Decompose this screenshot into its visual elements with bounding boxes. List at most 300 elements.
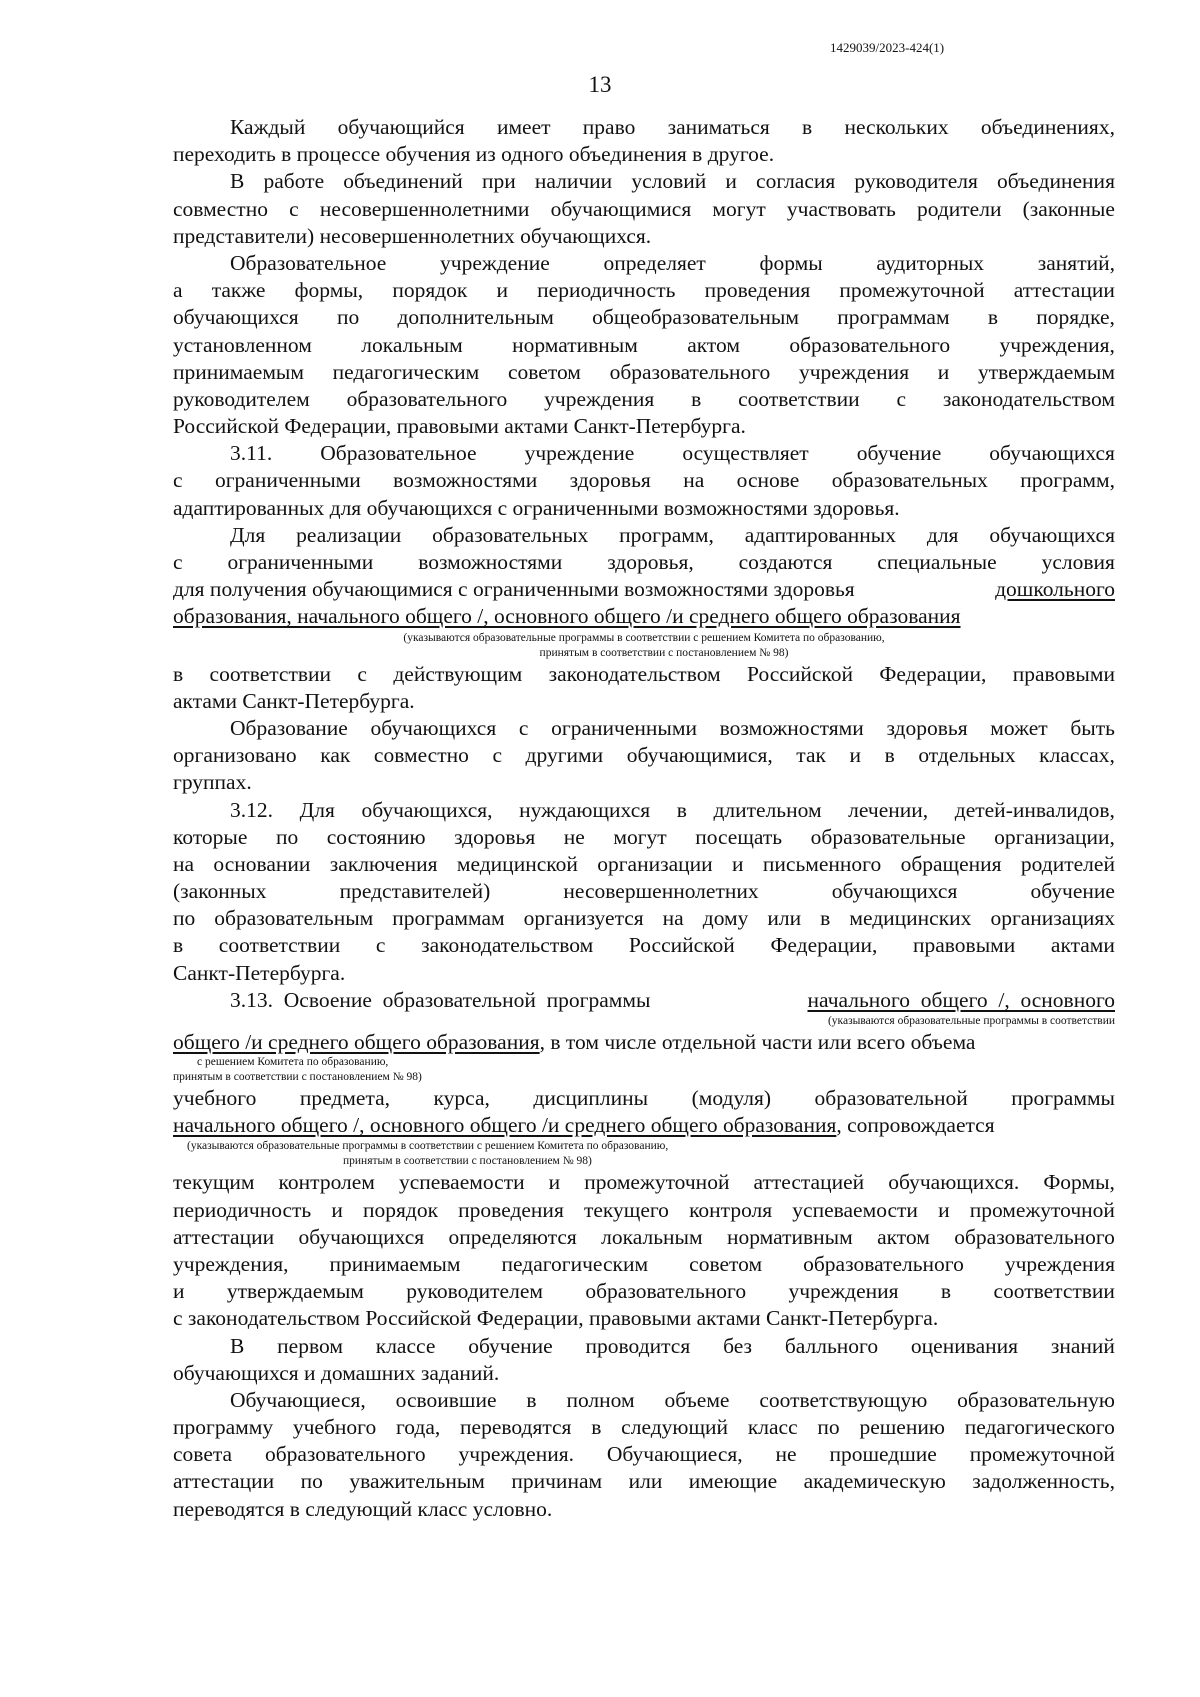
- document-id: 1429039/2023-424(1): [830, 40, 945, 55]
- word: на: [662, 906, 684, 931]
- word: и: [173, 1279, 185, 1304]
- word: не: [775, 1442, 797, 1467]
- word: аттестации: [173, 1469, 275, 1494]
- word: проведения: [704, 278, 811, 303]
- word: соответствии: [218, 933, 341, 958]
- word: Образовательное: [320, 441, 477, 466]
- word: по: [336, 305, 360, 330]
- word: а: [173, 278, 183, 303]
- text-line: [173, 168, 1115, 195]
- word: советом: [507, 359, 581, 384]
- text-line: [173, 769, 1115, 796]
- footnote-hint: (указываются образовательные программы в соответствии с решением Комитета по образованию,: [403, 631, 885, 644]
- word: классах,: [1039, 743, 1115, 768]
- word: Для: [230, 522, 266, 547]
- word: участвовать: [786, 196, 896, 221]
- word: в: [691, 386, 702, 411]
- word: причинам: [511, 1469, 603, 1494]
- word: имеет: [496, 115, 551, 139]
- word: порядке,: [1036, 305, 1115, 330]
- text-run: представители) несовершеннолетних обучающихся.: [173, 223, 652, 248]
- word: и: [849, 743, 862, 768]
- word: обучение: [856, 441, 942, 466]
- word: переводятся: [460, 1415, 572, 1440]
- text-line: [173, 1278, 1115, 1305]
- word: образовательного: [585, 1279, 747, 1304]
- word: педагогического: [964, 1415, 1115, 1440]
- word: советом: [689, 1251, 763, 1276]
- word: текущим: [173, 1170, 255, 1195]
- word: в: [802, 115, 813, 139]
- word: успеваемости: [792, 1197, 918, 1222]
- word: создаются: [738, 550, 833, 574]
- text-line: [173, 851, 1115, 878]
- text-line: [173, 277, 1115, 304]
- word: определяет: [603, 250, 706, 275]
- text-line: [173, 386, 1115, 413]
- word: Для: [299, 797, 335, 822]
- word: нескольких: [844, 115, 949, 139]
- text-run: 3.13. Освоение образовательной программы: [230, 987, 662, 1012]
- word: здоровья: [886, 715, 968, 740]
- word: актами: [1050, 933, 1115, 958]
- word: с: [492, 743, 502, 768]
- word: формы: [759, 250, 823, 275]
- text-run: , сопровождается: [836, 1113, 995, 1138]
- word: ограниченными: [551, 715, 697, 740]
- word: здоровья: [454, 824, 536, 849]
- word: года,: [395, 1415, 441, 1440]
- word: и: [548, 1170, 561, 1195]
- word: представителей): [339, 879, 491, 904]
- word: программы: [1011, 1086, 1115, 1110]
- word: и: [496, 278, 509, 303]
- word: не: [563, 824, 585, 849]
- text-line: [173, 1251, 1115, 1278]
- word: обучающихся,: [361, 797, 493, 822]
- word: детей-инвалидов,: [954, 797, 1115, 822]
- text-line: [173, 1085, 1115, 1112]
- text-run: актами Санкт-Петербурга.: [173, 688, 415, 713]
- word: возможностями: [719, 715, 864, 740]
- word: условий: [631, 169, 707, 194]
- text-line: [173, 1360, 1115, 1387]
- footnote-hint: (указываются образовательные программы в соответствии: [827, 1015, 1115, 1027]
- word: установленном: [173, 332, 312, 357]
- word: объеме: [664, 1387, 730, 1412]
- word: Обучающиеся,: [230, 1387, 366, 1412]
- underlined-program-name: образования, начального общего /, основного общего /и среднего общего образования: [173, 604, 961, 629]
- word: медицинской: [456, 851, 578, 876]
- word: задолженность,: [972, 1469, 1115, 1494]
- word: здоровья,: [607, 550, 694, 574]
- text-line: [173, 932, 1115, 959]
- text-line: [173, 114, 1115, 141]
- text-line: [173, 522, 1115, 549]
- word: Федерации,: [879, 661, 987, 686]
- word: совета: [173, 1442, 233, 1467]
- word: для: [926, 522, 959, 547]
- word: законодательством: [421, 933, 594, 958]
- word: наличии: [534, 169, 613, 194]
- text-line: [173, 467, 1115, 494]
- word: соответствующую: [759, 1387, 928, 1412]
- word: Федерации,: [770, 933, 878, 958]
- word: родителей: [1020, 851, 1115, 876]
- word: организации: [597, 851, 713, 876]
- word: письменного: [762, 851, 882, 876]
- footnote-hint: принятым в соответствии с постановлением № 98): [343, 1155, 592, 1168]
- word: учреждения: [1004, 1251, 1115, 1276]
- word: образовательного: [789, 332, 951, 357]
- word: обучающихся: [298, 1224, 425, 1249]
- word: в: [526, 1387, 537, 1412]
- word: (законные: [1022, 196, 1115, 221]
- word: учреждение: [524, 441, 635, 466]
- word: учреждения,: [173, 1251, 289, 1276]
- word: могут: [712, 196, 766, 221]
- footnote-hint: (указываются образовательные программы в соответствии с решением Комитета по образованию,: [187, 1140, 669, 1153]
- underlined-program-name: начального общего /, основного общего /и среднего общего образования: [173, 1113, 837, 1138]
- word: другими: [525, 743, 604, 768]
- text-line: [173, 196, 1115, 223]
- word: возможностями: [393, 468, 538, 493]
- word: образовательного: [264, 1442, 426, 1467]
- word: педагогическим: [501, 1251, 649, 1276]
- word: организации,: [994, 824, 1115, 849]
- word: по: [300, 1469, 323, 1494]
- word: контроля: [689, 1197, 773, 1222]
- word: соответствии: [993, 1279, 1115, 1304]
- text-line: [173, 905, 1115, 932]
- word: периодичность: [537, 278, 676, 303]
- text-line: [173, 1468, 1115, 1495]
- word: или: [767, 906, 802, 931]
- word: быть: [1070, 715, 1115, 740]
- text-run: , в том числе отдельной части или всего объема: [539, 1030, 976, 1054]
- word: несовершеннолетними: [319, 196, 530, 221]
- word: образовательной: [814, 1086, 968, 1110]
- word: и: [732, 851, 744, 876]
- word: с: [896, 386, 907, 411]
- text-line: [173, 797, 1115, 824]
- word: по: [173, 906, 196, 931]
- word: правовыми: [913, 933, 1016, 958]
- word: и: [725, 169, 737, 194]
- word: руководителя: [854, 169, 978, 194]
- word: программ,: [619, 522, 714, 547]
- word: посещать: [695, 824, 783, 849]
- word: объединения: [997, 169, 1115, 194]
- word: 3.12.: [230, 797, 273, 822]
- underlined-program-name: начального общего /, основного: [807, 987, 1115, 1012]
- word: нормативным: [726, 1224, 853, 1249]
- word: в: [987, 305, 998, 330]
- word: имеющие: [688, 1469, 778, 1494]
- word: родители: [916, 196, 1002, 221]
- word: заниматься: [667, 115, 770, 139]
- word: уважительным: [349, 1469, 485, 1494]
- text-run: группах.: [173, 770, 252, 795]
- text-run: с законодательством Российской Федерации, правовыми актами Санкт-Петербурга.: [173, 1306, 939, 1331]
- word: дому: [702, 906, 749, 931]
- word: соответствии: [738, 386, 860, 411]
- word: учреждения: [798, 359, 910, 384]
- word: обучающимися,: [626, 743, 773, 768]
- word: актом: [877, 1224, 930, 1249]
- text-line: [173, 332, 1115, 359]
- word: освоившие: [395, 1387, 497, 1412]
- text-line: [173, 549, 1115, 576]
- text-line: [173, 1197, 1115, 1224]
- word: с: [289, 196, 299, 221]
- text-run: Российской Федерации, правовыми актами Санкт-Петербурга.: [173, 414, 746, 439]
- word: Формы,: [1043, 1170, 1115, 1195]
- word: условия: [1041, 550, 1115, 574]
- word: адаптированных: [744, 522, 896, 547]
- word: здоровья: [569, 468, 651, 493]
- word: учреждения.: [458, 1442, 574, 1467]
- text-line: [173, 742, 1115, 769]
- word: обучающихся: [370, 715, 497, 740]
- text-line: [173, 1496, 1115, 1523]
- word: Каждый: [230, 115, 306, 139]
- word: как: [320, 743, 351, 768]
- text-line: [173, 1029, 1115, 1055]
- word: ограниченными: [214, 468, 361, 493]
- word: ограниченными: [227, 550, 374, 574]
- word: обучающихся: [173, 305, 299, 330]
- word: учебного: [173, 1086, 257, 1110]
- word: в: [173, 661, 184, 686]
- word: курса,: [433, 1086, 490, 1110]
- word: порядок: [363, 1197, 439, 1222]
- text-line: [173, 440, 1115, 467]
- word: работе: [263, 169, 325, 194]
- word: на: [173, 851, 195, 876]
- word: и: [938, 1197, 950, 1222]
- word: промежуточной: [584, 1170, 730, 1195]
- word: обучение: [468, 1333, 553, 1358]
- word: с: [173, 468, 183, 493]
- word: так: [796, 743, 826, 768]
- word: обучающийся: [337, 115, 465, 139]
- word: полном: [566, 1387, 635, 1412]
- text-line: [173, 1387, 1115, 1414]
- footnote-hint: принятым в соответствии с постановлением № 98): [539, 646, 789, 659]
- word: организуется: [523, 906, 644, 931]
- word: состоянию: [326, 824, 426, 849]
- word: на: [683, 468, 705, 493]
- word: первом: [277, 1333, 343, 1358]
- word: образовательного: [803, 1251, 964, 1276]
- word: образовательного: [609, 359, 771, 384]
- text-line: [173, 603, 1115, 630]
- word: общеобразовательным: [592, 305, 799, 330]
- word: могут: [613, 824, 667, 849]
- word: учебного: [292, 1415, 377, 1440]
- word: с: [357, 661, 367, 686]
- word: объединений: [343, 169, 463, 194]
- word: текущего: [583, 1197, 669, 1222]
- word: по: [817, 1415, 840, 1440]
- text-line: [173, 359, 1115, 386]
- word: длительном: [713, 797, 822, 822]
- word: законодательством: [942, 386, 1115, 411]
- text-line: [173, 1112, 1115, 1139]
- word: учреждение: [440, 250, 550, 275]
- word: в: [820, 906, 831, 931]
- word: заключения: [329, 851, 438, 876]
- word: обучающимися: [550, 196, 692, 221]
- word: совместно: [173, 196, 268, 221]
- word: локальным: [361, 332, 463, 357]
- word: и: [937, 359, 950, 384]
- word: порядок: [392, 278, 468, 303]
- text-line: [173, 878, 1115, 905]
- word: нормативным: [512, 332, 638, 357]
- text-run: адаптированных для обучающихся с ограниченными возможностями здоровья.: [173, 495, 900, 520]
- word: принимаемым: [329, 1251, 461, 1276]
- word: успеваемости: [398, 1170, 525, 1195]
- word: возможностями: [418, 550, 563, 574]
- word: классе: [375, 1333, 436, 1358]
- text-line: [173, 960, 1115, 987]
- word: право: [582, 115, 636, 139]
- word: решению: [859, 1415, 945, 1440]
- word: обучающихся: [831, 879, 958, 904]
- text-line: [173, 413, 1115, 440]
- word: следующий: [621, 1415, 729, 1440]
- text-line: [173, 1224, 1115, 1251]
- word: актом: [687, 332, 740, 357]
- word: аттестации: [1013, 278, 1115, 303]
- word: класс: [747, 1415, 798, 1440]
- text-run: переходить в процессе обучения из одного объединения в другое.: [173, 142, 775, 167]
- word: промежуточной: [969, 1197, 1115, 1222]
- text-line: [173, 1333, 1115, 1360]
- word: действующим: [393, 661, 523, 686]
- word: и: [331, 1197, 343, 1222]
- word: учреждения: [544, 386, 655, 411]
- word: реализации: [296, 522, 402, 547]
- underlined-program-name: общего /и среднего общего образования: [173, 1030, 540, 1054]
- word: совместно: [373, 743, 469, 768]
- word: проведения: [458, 1197, 564, 1222]
- text-line: [173, 1441, 1115, 1468]
- word: учреждения,: [999, 332, 1115, 357]
- word: 3.11.: [230, 441, 273, 466]
- word: с: [375, 933, 386, 958]
- word: прошедшие: [829, 1442, 937, 1467]
- word: также: [211, 278, 266, 303]
- word: в: [884, 743, 895, 768]
- word: знаний: [1050, 1333, 1115, 1358]
- document-body: [173, 114, 1115, 1523]
- word: локальным: [601, 1224, 703, 1249]
- word: с: [518, 715, 529, 740]
- word: дисциплины: [533, 1086, 649, 1110]
- word: дополнительным: [397, 305, 554, 330]
- word: может: [990, 715, 1048, 740]
- text-line: [173, 824, 1115, 851]
- word: организовано: [173, 743, 297, 768]
- word: образовательным: [214, 906, 374, 931]
- word: при: [481, 169, 516, 194]
- word: образовательных: [432, 522, 589, 547]
- page-number: 13: [588, 72, 612, 97]
- word: формы,: [294, 278, 364, 303]
- word: академическую: [803, 1469, 946, 1494]
- word: В: [230, 1333, 245, 1358]
- word: Образование: [230, 715, 348, 740]
- word: обучающихся: [989, 522, 1115, 547]
- word: основании: [213, 851, 311, 876]
- word: с: [173, 550, 183, 574]
- word: утверждаемым: [226, 1279, 364, 1304]
- word: учреждения: [788, 1279, 899, 1304]
- text-line: [173, 223, 1115, 250]
- word: без: [723, 1333, 753, 1358]
- text-line: [173, 1414, 1115, 1441]
- word: образовательные: [810, 824, 966, 849]
- footnote-hint: с решением Комитета по образованию,: [197, 1056, 389, 1068]
- text-line: [173, 661, 1115, 688]
- word: в: [940, 1279, 952, 1304]
- word: Образовательное: [230, 250, 387, 275]
- word: обучение: [1030, 879, 1115, 904]
- word: обучающихся.: [888, 1170, 1020, 1195]
- text-line: [173, 987, 1115, 1014]
- text-line: [173, 304, 1115, 331]
- word: занятий,: [1037, 250, 1115, 275]
- word: аудиторных: [876, 250, 985, 275]
- footnote-hint: принятым в соответствии с постановлением № 98): [173, 1071, 422, 1083]
- word: утверждаемым: [977, 359, 1115, 384]
- word: образовательного: [954, 1224, 1115, 1249]
- word: проводится: [585, 1333, 691, 1358]
- word: принимаемым: [173, 359, 304, 384]
- word: согласия: [756, 169, 836, 194]
- word: по: [275, 824, 299, 849]
- word: осуществляет: [682, 441, 809, 466]
- word: или: [628, 1469, 663, 1494]
- text-line: [173, 1305, 1115, 1332]
- word: обучающихся: [989, 441, 1115, 466]
- text-line: [173, 715, 1115, 742]
- word: объединениях,: [980, 115, 1115, 139]
- text-run: для получения обучающимися с ограниченными возможностями здоровья: [173, 577, 861, 602]
- word: педагогическим: [332, 359, 480, 384]
- underlined-program-name: дошкольного: [995, 577, 1115, 602]
- word: (законных: [173, 879, 267, 904]
- word: образовательных: [831, 468, 988, 493]
- text-run: Санкт-Петербурга.: [173, 960, 346, 985]
- word: правовыми: [1012, 661, 1115, 686]
- word: В: [230, 169, 245, 194]
- word: аттестации: [173, 1224, 275, 1249]
- word: специальные: [877, 550, 997, 574]
- word: (модуля): [691, 1086, 772, 1110]
- text-run: переводятся в следующий класс условно.: [173, 1496, 553, 1521]
- word: программ,: [1020, 468, 1115, 493]
- word: образовательного: [346, 386, 508, 411]
- word: лечении,: [848, 797, 929, 822]
- text-line: [173, 495, 1115, 522]
- word: медицинских: [849, 906, 972, 931]
- word: основе: [736, 468, 800, 493]
- word: Обучающиеся,: [606, 1442, 743, 1467]
